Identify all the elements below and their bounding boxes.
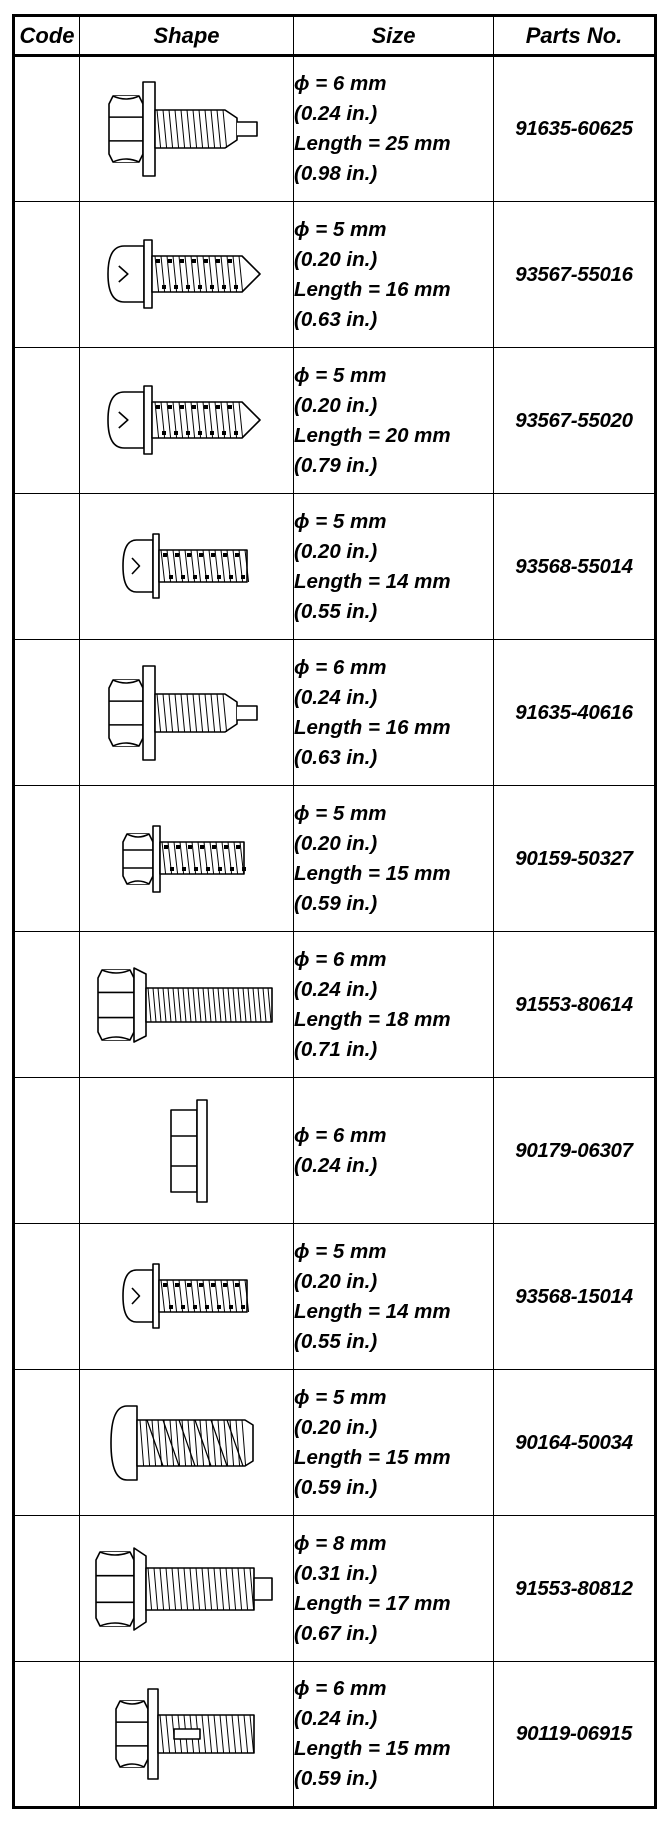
size-line: (0.24 in.) [294, 1153, 378, 1177]
size-line: ϕ = 5 mm [294, 509, 387, 533]
table-row [14, 1516, 656, 1662]
size-line: (0.98 in.) [294, 162, 378, 185]
shape-cell [80, 1224, 294, 1370]
shape-cell [80, 1078, 294, 1224]
code-cell [14, 932, 80, 1078]
size-line: (0.24 in.) [294, 1707, 378, 1730]
table-row [14, 494, 656, 640]
table-row [14, 1224, 656, 1370]
size-line: ϕ = 6 mm [294, 947, 387, 971]
table-row [14, 1370, 656, 1516]
size-line: (0.63 in.) [294, 745, 378, 769]
size-line: (0.20 in.) [294, 247, 378, 271]
shape-cell [80, 640, 294, 786]
size-line: ϕ = 8 mm [294, 1531, 387, 1555]
size-cell [294, 494, 494, 640]
code-cell [14, 494, 80, 640]
hex-washer-screw-slotted-icon [80, 1679, 293, 1789]
size-line: ϕ = 6 mm [294, 1677, 387, 1700]
header-shape: Shape [80, 16, 294, 56]
size-line: (0.59 in.) [294, 1475, 378, 1499]
size-cell [294, 202, 494, 348]
parts-no-cell: 93568-55014 [494, 494, 656, 640]
header-row [14, 16, 656, 56]
size-line: ϕ = 5 mm [294, 801, 387, 825]
size-line: (0.59 in.) [294, 891, 378, 915]
shape-cell [80, 1516, 294, 1662]
code-cell [14, 1078, 80, 1224]
size-line: (0.24 in.) [294, 102, 378, 125]
parts-no-cell: 90179-06307 [494, 1078, 656, 1224]
table-row [14, 786, 656, 932]
size-line: Length = 16 mm [294, 715, 451, 739]
code-cell [14, 640, 80, 786]
code-cell [14, 786, 80, 932]
size-line: ϕ = 5 mm [294, 1385, 387, 1409]
size-line: Length = 15 mm [294, 1737, 451, 1760]
size-cell [294, 640, 494, 786]
size-line: Length = 16 mm [294, 277, 451, 301]
size-line: Length = 14 mm [294, 1299, 451, 1323]
flange-nut-icon [80, 1096, 293, 1206]
shape-cell [80, 348, 294, 494]
parts-no-cell: 91635-40616 [494, 640, 656, 786]
hex-flange-tapping-screw-icon [80, 74, 293, 184]
size-line: Length = 15 mm [294, 1445, 451, 1469]
shape-cell [80, 56, 294, 202]
pan-head-tapping-screw-icon [80, 1388, 293, 1498]
size-cell [294, 1078, 494, 1224]
table-row [14, 202, 656, 348]
size-line: (0.55 in.) [294, 599, 378, 623]
parts-no-cell: 93567-55016 [494, 202, 656, 348]
washer-head-tapping-screw-icon [80, 220, 293, 330]
hex-washer-screw-icon [80, 804, 293, 914]
flange-bolt-icon [80, 950, 293, 1060]
size-line: ϕ = 6 mm [294, 72, 387, 95]
shape-cell [80, 932, 294, 1078]
size-line: (0.55 in.) [294, 1329, 378, 1353]
header-size: Size [294, 16, 494, 56]
size-line: Length = 20 mm [294, 423, 451, 447]
washer-head-screw-icon [80, 1242, 293, 1352]
shape-cell [80, 1662, 294, 1808]
table-row [14, 1078, 656, 1224]
shape-cell [80, 202, 294, 348]
flange-bolt-pilot-icon [80, 1534, 293, 1644]
parts-no-cell: 91553-80812 [494, 1516, 656, 1662]
parts-no-cell: 93568-15014 [494, 1224, 656, 1370]
parts-no-cell: 93567-55020 [494, 348, 656, 494]
size-line: (0.20 in.) [294, 1415, 378, 1439]
size-cell [294, 348, 494, 494]
size-line: (0.20 in.) [294, 831, 378, 855]
size-line: (0.63 in.) [294, 307, 378, 331]
size-cell [294, 1516, 494, 1662]
hex-flange-tapping-screw-icon [80, 658, 293, 768]
shape-cell [80, 786, 294, 932]
size-cell [294, 1370, 494, 1516]
code-cell [14, 1224, 80, 1370]
size-line: (0.20 in.) [294, 393, 378, 417]
size-line: ϕ = 5 mm [294, 363, 387, 387]
size-line: (0.24 in.) [294, 685, 378, 709]
size-line: Length = 25 mm [294, 132, 451, 155]
table-row [14, 932, 656, 1078]
parts-no-cell: 90159-50327 [494, 786, 656, 932]
size-line: (0.31 in.) [294, 1561, 378, 1585]
size-line: (0.24 in.) [294, 977, 378, 1001]
size-cell [294, 1224, 494, 1370]
shape-cell [80, 1370, 294, 1516]
washer-head-screw-icon [80, 512, 293, 622]
parts-no-cell: 90164-50034 [494, 1370, 656, 1516]
size-cell [294, 1662, 494, 1808]
parts-no-cell: 91635-60625 [494, 56, 656, 202]
size-line: Length = 15 mm [294, 861, 451, 885]
size-line: Length = 17 mm [294, 1591, 451, 1615]
table-row [14, 348, 656, 494]
code-cell [14, 1662, 80, 1808]
size-line: (0.59 in.) [294, 1767, 378, 1790]
parts-no-cell: 90119-06915 [494, 1662, 656, 1808]
code-cell [14, 1516, 80, 1662]
header-code: Code [14, 16, 80, 56]
size-line: (0.71 in.) [294, 1037, 378, 1061]
parts-no-cell: 91553-80614 [494, 932, 656, 1078]
size-line: ϕ = 6 mm [294, 655, 387, 679]
size-line: Length = 14 mm [294, 569, 451, 593]
size-line: Length = 18 mm [294, 1007, 451, 1031]
size-line: (0.20 in.) [294, 1269, 378, 1293]
size-line: (0.20 in.) [294, 539, 378, 563]
size-line: ϕ = 6 mm [294, 1123, 387, 1147]
size-cell [294, 932, 494, 1078]
size-cell [294, 786, 494, 932]
code-cell [14, 56, 80, 202]
size-line: ϕ = 5 mm [294, 217, 387, 241]
header-parts-no: Parts No. [494, 16, 656, 56]
table-row [14, 1662, 656, 1808]
parts-table [12, 14, 657, 1809]
size-cell [294, 56, 494, 202]
code-cell [14, 1370, 80, 1516]
table-row [14, 56, 656, 202]
washer-head-tapping-screw-icon [80, 366, 293, 476]
code-cell [14, 202, 80, 348]
size-line: ϕ = 5 mm [294, 1239, 387, 1263]
size-line: (0.79 in.) [294, 453, 378, 477]
code-cell [14, 348, 80, 494]
table-row [14, 640, 656, 786]
shape-cell [80, 494, 294, 640]
size-line: (0.67 in.) [294, 1621, 378, 1645]
